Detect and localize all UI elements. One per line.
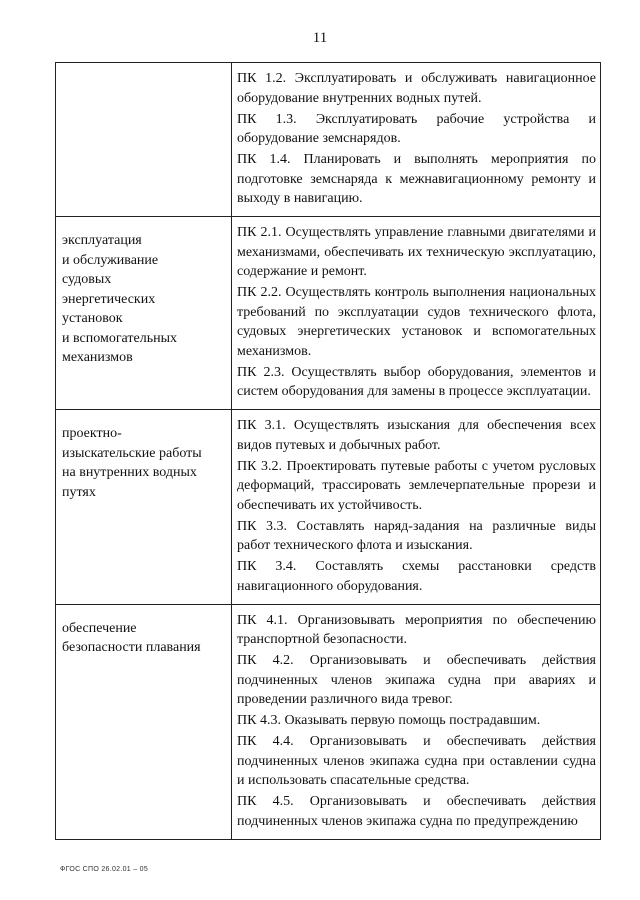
competency-item: ПК 3.3. Составлять наряд-задания на различные виды работ технического флота и изыскания.: [237, 518, 596, 553]
competency-item: ПК 3.1. Осуществлять изыскания для обеспечения всех видов путевых и добычных работ.: [237, 418, 596, 453]
activity-area-line: безопасности плавания: [62, 640, 201, 655]
table-row: [56, 217, 601, 410]
competency-item: ПК 3.4. Составлять схемы расстановки средств навигационного оборудования.: [237, 559, 596, 594]
activity-area-line: проектно-: [62, 426, 122, 441]
table-row: [56, 604, 601, 839]
competency-item: ПК 4.2. Организовывать и обеспечивать действия подчиненных членов экипажа судна при авариях и проведении различного вида тревог.: [237, 653, 596, 707]
activity-area-line: эксплуатация: [62, 233, 142, 248]
competency-item: ПК 4.4. Организовывать и обеспечивать действия подчиненных членов экипажа судна при оставлении судна и использовать спасательные средства.: [237, 734, 596, 788]
footer-document-code: ФГОС СПО 26.02.01 – 05: [60, 866, 149, 873]
activity-area-cell: [56, 604, 232, 839]
competency-item: ПК 4.1. Организовывать мероприятия по обеспечению транспортной безопасности.: [237, 612, 596, 647]
competency-item: ПК 2.3. Осуществлять выбор оборудования, элементов и систем оборудования для замены в процессе эксплуатации.: [237, 364, 596, 399]
activity-area-line: энергетических: [62, 291, 156, 307]
activity-area-line: на внутренних водных: [62, 465, 197, 480]
competencies-cell: [232, 217, 601, 410]
competency-item: ПК 2.2. Осуществлять контроль выполнения национальных требований по эксплуатации судов технического флота, судовых энергетических установок и вспомогательных механизмов.: [237, 285, 596, 359]
activity-area-line: установок: [62, 311, 123, 326]
competency-item: ПК 3.2. Проектировать путевые работы с учетом русловых деформаций, трассировать землечерпательные прорези и обеспечивать их устойчивость.: [237, 458, 596, 513]
activity-area-line: изыскательские работы: [62, 445, 202, 461]
activity-area-line: путях: [62, 484, 96, 500]
competency-item: ПК 2.1. Осуществлять управление главными двигателями и механизмами, обеспечивать их техническую эксплуатацию, содержание и ремонт.: [237, 225, 596, 279]
page-number: 11: [312, 30, 328, 46]
activity-area-line: и вспомогательных: [62, 330, 178, 346]
competencies-cell: [232, 63, 601, 217]
activity-area-cell: [56, 217, 232, 410]
table-row: [56, 63, 601, 217]
competency-table: [55, 62, 601, 840]
competency-item: ПК 1.3. Эксплуатировать рабочие устройства и оборудование земснарядов.: [237, 111, 596, 146]
competencies-cell: [232, 410, 601, 605]
activity-area-cell: [56, 63, 232, 217]
table-row: [56, 410, 601, 605]
competency-item: ПК 1.4. Планировать и выполнять мероприятия по подготовке земснаряда к межнавигационному ремонту и выходу в навигацию.: [237, 152, 596, 206]
activity-area-line: обеспечение: [62, 620, 137, 636]
competency-item: ПК 1.2. Эксплуатировать и обслуживать навигационное оборудование внутренних водных путей.: [237, 71, 596, 106]
competency-item: ПК 4.5. Организовывать и обеспечивать действия подчиненных членов экипажа судна по предупреждению: [237, 794, 596, 829]
activity-area-cell: [56, 410, 232, 605]
activity-area-line: механизмов: [62, 350, 133, 365]
competencies-cell: [232, 604, 601, 839]
activity-area-line: и обслуживание: [62, 252, 159, 268]
activity-area-line: судовых: [62, 272, 112, 287]
competency-item: ПК 4.3. Оказывать первую помощь пострадавшим.: [237, 713, 541, 728]
